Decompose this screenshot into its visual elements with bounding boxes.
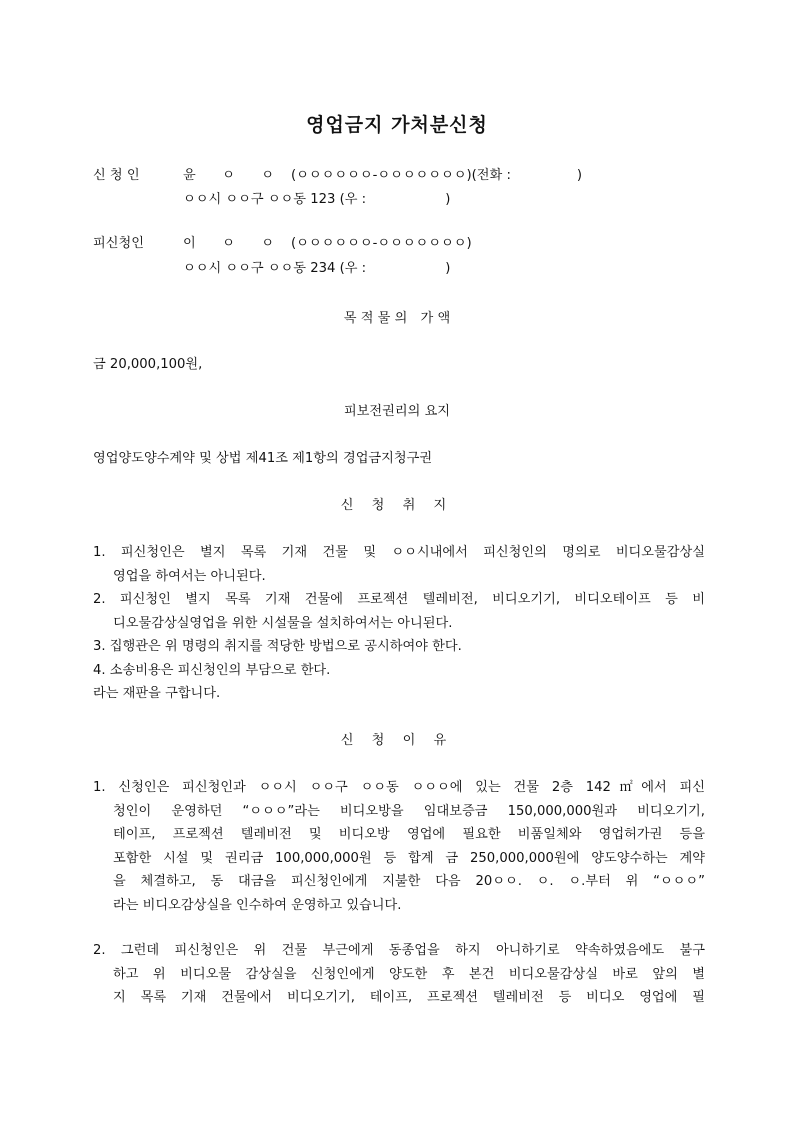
respondent-label: 피신청인	[93, 236, 144, 251]
purpose-item-3-line-1: 3. 집행관은 위 명령의 취지를 적당한 방법으로 공시하여야 한다.	[93, 639, 462, 654]
document-title: 영업금지 가처분신청	[306, 114, 488, 136]
reasons-item-2-line-1: 2. 그런데 피신청인은 위 건물 부근에게 동종업을 하지 아니하기로 약속하였음에도 불구	[93, 943, 705, 958]
purpose-closing: 라는 재판을 구합니다.	[93, 686, 221, 701]
applicant-address: ㅇㅇ시 ㅇㅇ구 ㅇㅇ동 123 (우 : )	[183, 192, 451, 207]
reasons-item-1-line-1: 1. 신청인은 피신청인과 ㅇㅇ시 ㅇㅇ구 ㅇㅇ동 ㅇㅇㅇ에 있는 건물 2층 142㎡에서 피신	[93, 780, 705, 795]
purpose-item-1-line-1: 1. 피신청인은 별지 목록 기재 건물 및 ㅇㅇ시내에서 피신청인의 명의로 비디오물감상실	[93, 545, 705, 560]
reasons-item-1-line-5: 을 체결하고, 동 대금을 피신청인에게 지불한 다음 20ㅇㅇ. ㅇ. ㅇ.부터 위 “ㅇㅇㅇ”	[113, 874, 705, 889]
respondent-address: ㅇㅇ시 ㅇㅇ구 ㅇㅇ동 234 (우 : )	[183, 261, 451, 276]
purpose-item-1	[93, 541, 705, 588]
right-text: 영업양도양수계약 및 상법 제41조 제1항의 경업금지청구권	[93, 451, 433, 466]
respondent-name: 이 ㅇ ㅇ	[183, 236, 274, 251]
value-amount: 금 20,000,100원,	[93, 357, 203, 372]
value-heading: 목 적 물 의 가 액	[343, 311, 451, 326]
reasons-heading: 신 청 이 유	[340, 733, 454, 748]
purpose-item-3	[93, 635, 705, 659]
reasons-item-1-line-2: 청인이 운영하던 “ㅇㅇㅇ”라는 비디오방을 임대보증금 150,000,000원과 비디오기기,	[113, 803, 705, 819]
reasons-item-1-line-4: 포함한 시설 및 권리금 100,000,000원 등 합계 금 250,000,000원에 양도양수하는 계약	[113, 850, 705, 866]
applicant-label: 신 청 인	[93, 168, 140, 183]
reasons-item-2	[93, 939, 705, 1010]
purpose-heading: 신 청 취 지	[340, 498, 454, 513]
respondent-id: (ㅇㅇㅇㅇㅇㅇ-ㅇㅇㅇㅇㅇㅇㅇ)	[291, 236, 472, 251]
purpose-item-2-line-1: 2. 피신청인 별지 목록 기재 건물에 프로젝션 텔레비전, 비디오기기, 비디오테이프 등 비	[93, 592, 705, 607]
reasons-item-2-line-2: 하고 위 비디오물 감상실을 신청인에게 양도한 후 본건 비디오물감상실 바로 앞의 별	[113, 966, 705, 982]
applicant-id-phone: (ㅇㅇㅇㅇㅇㅇ-ㅇㅇㅇㅇㅇㅇㅇ)(전화 : )	[291, 168, 582, 183]
purpose-item-2-line-2: 디오물감상실영업을 위한 시설물을 설치하여서는 아니된다.	[113, 615, 453, 631]
purpose-item-1-line-2: 영업을 하여서는 아니된다.	[113, 568, 266, 584]
reasons-item-1-line-6: 라는 비디오감상실을 인수하여 운영하고 있습니다.	[113, 897, 402, 913]
purpose-item-4-line-1: 4. 소송비용은 피신청인의 부담으로 한다.	[93, 663, 331, 678]
applicant-name: 윤 ㅇ ㅇ	[183, 168, 274, 183]
reasons-item-1	[93, 776, 705, 917]
purpose-item-2	[93, 588, 705, 635]
right-heading: 피보전권리의 요지	[343, 404, 451, 419]
purpose-item-4	[93, 659, 705, 683]
reasons-item-2-line-3: 지 목록 기재 건물에서 비디오기기, 테이프, 프로젝션 텔레비전 등 비디오 영업에 필	[113, 990, 705, 1005]
reasons-item-1-line-3: 테이프, 프로젝션 텔레비전 및 비디오방 영업에 필요한 비품일체와 영업허가권 등을	[113, 827, 705, 842]
